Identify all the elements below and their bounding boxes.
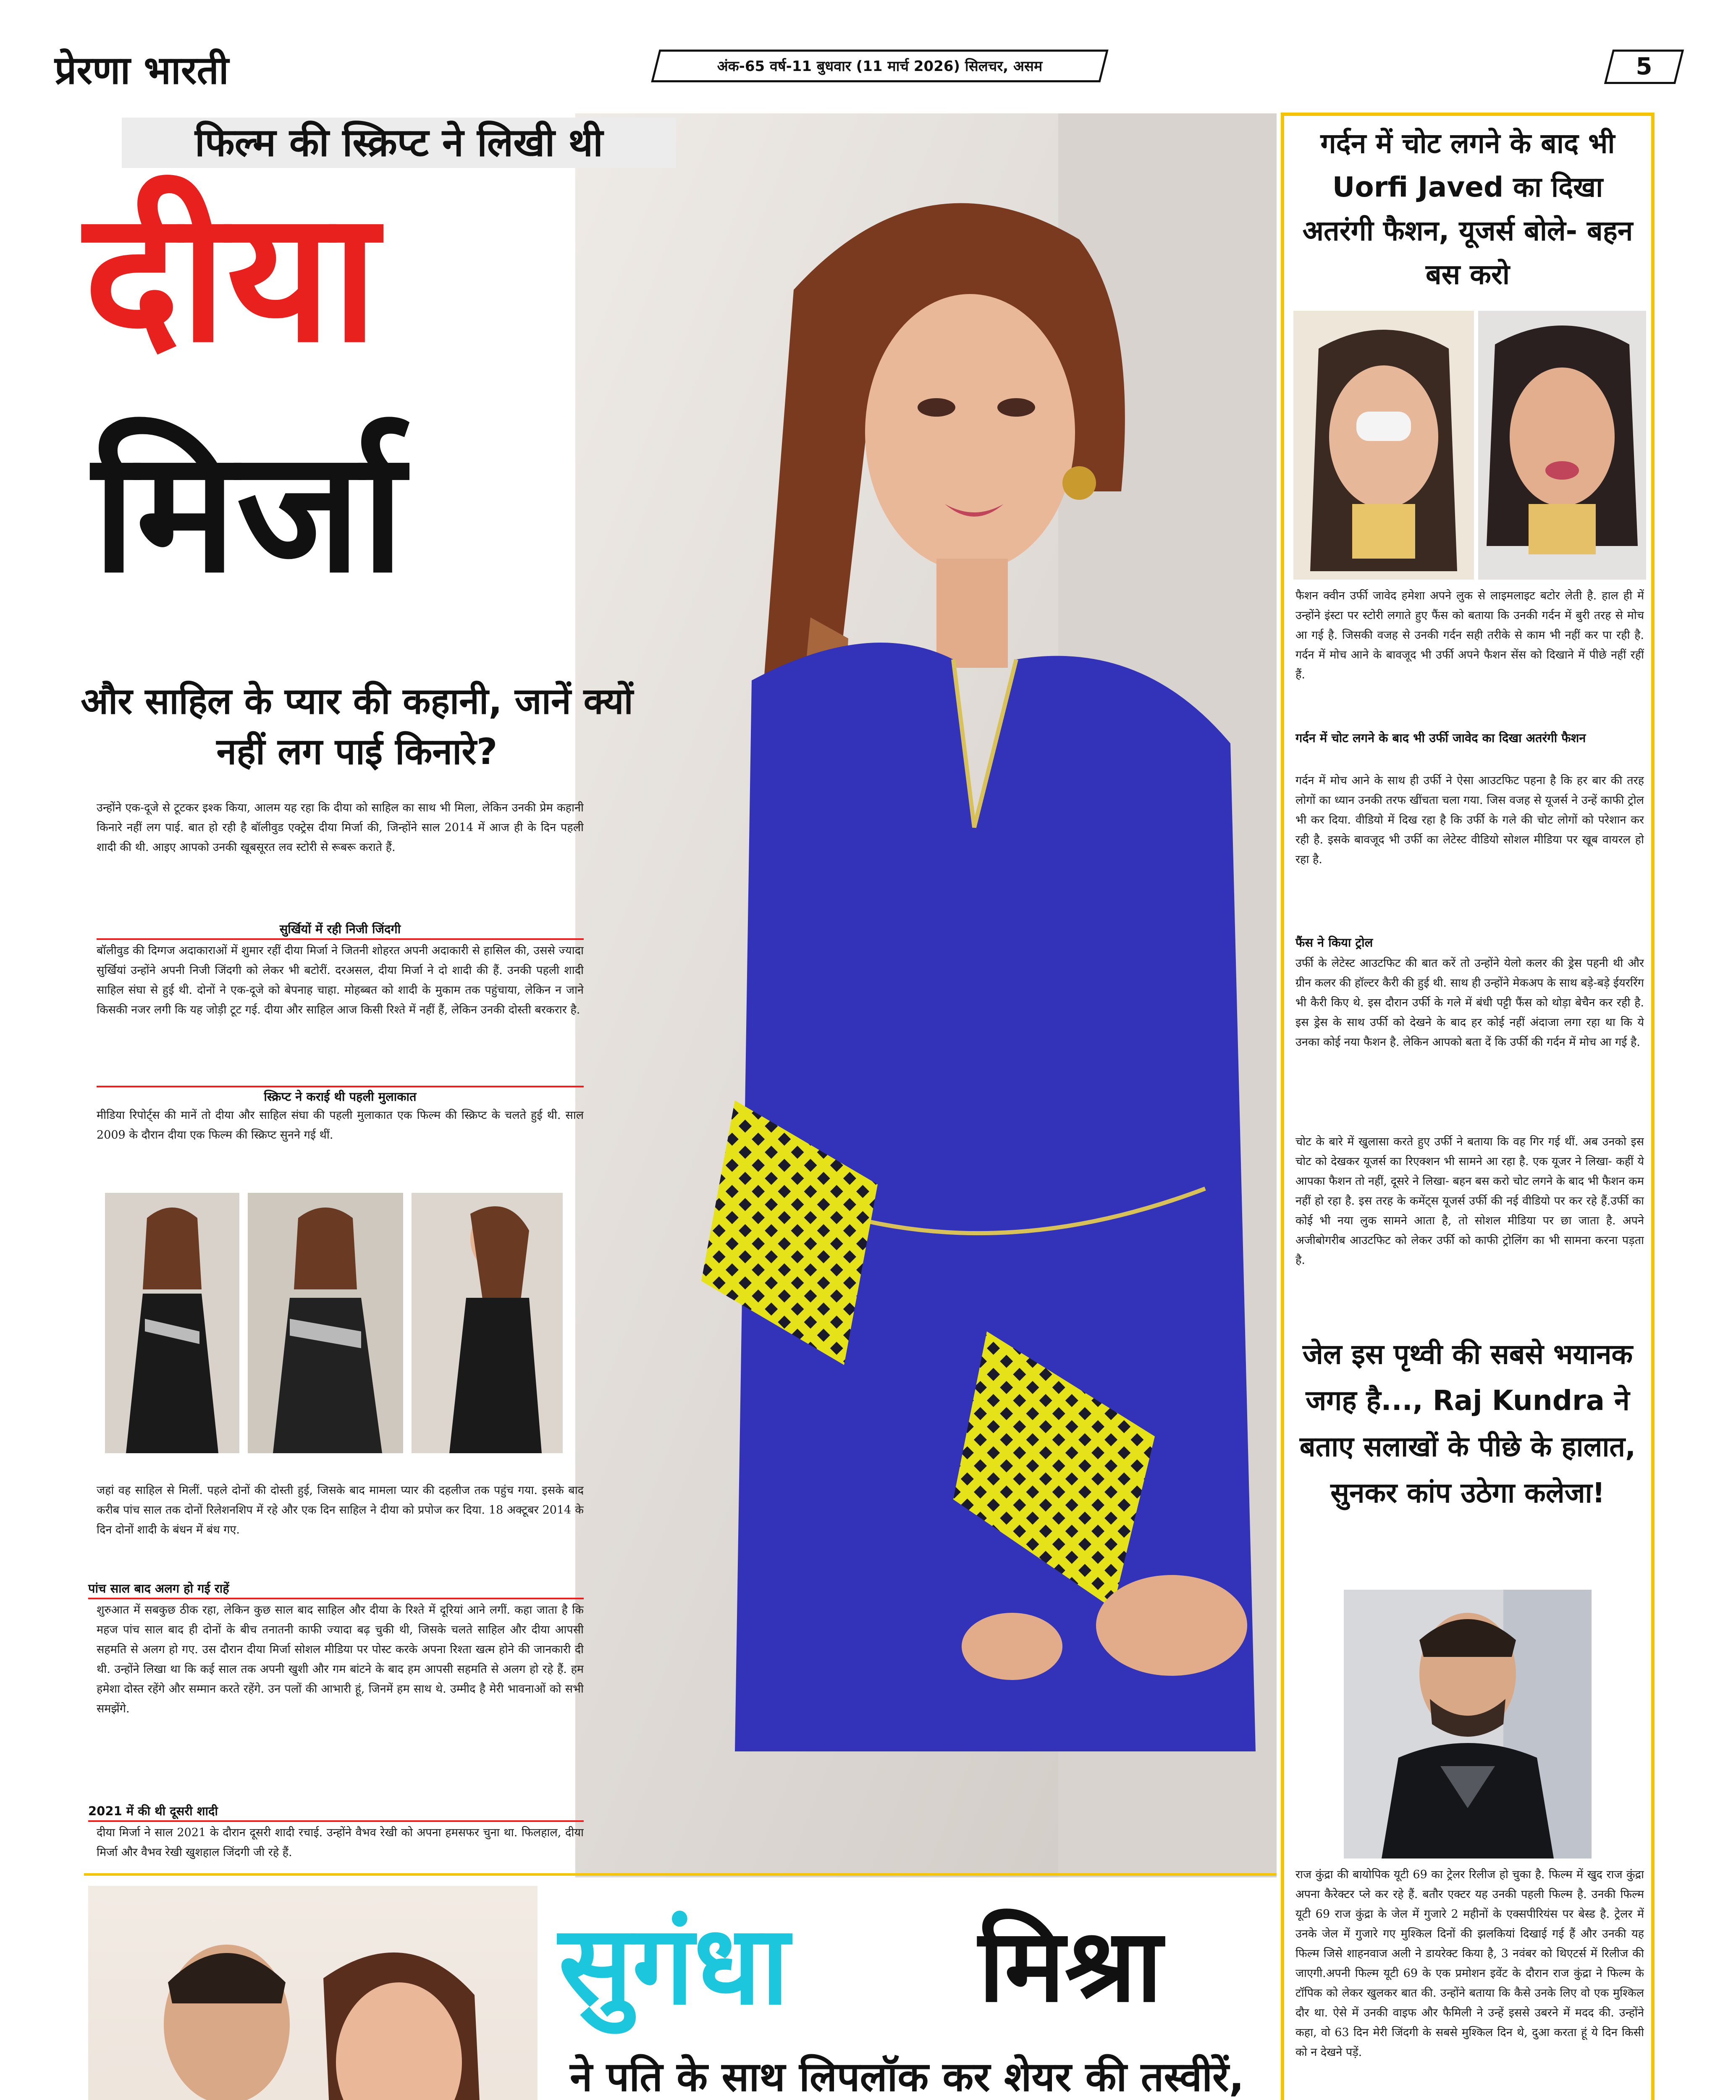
sugandha-couple-photo: [88, 1886, 538, 2100]
sugandha-title-part2: मिश्रा: [978, 1907, 1162, 2024]
sugandha-deck: ने पति के साथ लिपलॉक कर शेयर की तस्वीरें,: [570, 2053, 1244, 2100]
uorfi-photo-2: [1478, 311, 1646, 580]
dateline: अंक-65 वर्ष-11 बुधवार (11 मार्च 2026) सिलचर, असम: [717, 58, 1043, 75]
dia-gown-photo-3: [412, 1193, 563, 1453]
uorfi-headline: गर्दन में चोट लगने के बाद भी Uorfi Javed का दिखा अतरंगी फैशन, यूजर्स बोले- बहन बस करो: [1302, 127, 1633, 291]
lead-para3: जहां वह साहिल से मिलीं. पहले दोनों की दोस्ती हुई, जिसके बाद मामला प्यार की दहलीज तक पहुंच गया. इसके बाद करीब पांच साल तक दोनों रिलेशनशिप में रहे और एक दिन साहिल ने दीया को प्रपोज कर दिया. 18 अक्टूबर 2014 के दिन दोनों शादी के बंधन में बंध गए.: [97, 1484, 584, 1536]
dia-mirza-photo: [575, 113, 1277, 1877]
uorfi-sub1: गर्दन में चोट लगने के बाद भी उर्फी जावेद का दिखा अतरंगी फैशन: [1295, 731, 1586, 745]
lead-title-line2: मिर्जा: [92, 415, 405, 610]
dia-mirza-illustration: [575, 113, 1277, 1877]
lead-deck: और साहिल के प्यार की कहानी, जानें क्यों नहीं लग पाई किनारे?: [81, 680, 633, 773]
dia-gown-photo-1: [105, 1193, 239, 1453]
lead-sub4: 2021 में की थी दूसरी शादी: [88, 1802, 584, 1822]
dia-gown-photo-2: [248, 1193, 403, 1453]
raj-headline: जेल इस पृथ्वी की सबसे भयानक जगह है..., Raj Kundra ने बताए सलाखों के पीछे के हालात, सुनकर कांप उठेगा कलेजा!: [1299, 1338, 1636, 1509]
lead-title-line1: दीया: [84, 172, 378, 382]
paper-name: प्रेरणा भारती: [55, 47, 229, 93]
page-number: 5: [1636, 53, 1652, 80]
lead-sub3: पांच साल बाद अलग हो गई राहें: [88, 1579, 584, 1599]
uorfi-para3: उर्फी के लेटेस्ट आउटफिट की बात करें तो उन्होंने येलो कलर की ड्रेस पहनी थी और ग्रीन कलर की हॉल्टर कैरी की हुई थी. साथ ही उन्होंने मेकअप के साथ बड़े-बड़े ईयररिंग भी कैरी किए थे. इस दौरान उर्फी के गले में बंधी पट्टी फैंस को थोड़ा बेचैन कर रही है. इस ड्रेस के साथ उर्फी को देखने के बाद हर कोई नहीं अंदाजा लगा रहा था कि ये उनका कोई नया फैशन है. लेकिन आपको बता दें कि उर्फी की गर्दन में मोच आ गई है.: [1295, 957, 1644, 1049]
lead-para1: बॉलीवुड की दिग्गज अदाकाराओं में शुमार रहीं दीया मिर्जा ने जितनी शोहरत अपनी अदाकारी से हासिल की, उससे ज्यादा सुर्खियां उन्होंने अपनी निजी जिंदगी को लेकर भी बटोरीं. दरअसल, दीया मिर्जा ने दो शादी की हैं. उनकी पहली शादी साहिल संघा से हुई थी. दोनों ने एक-दूजे को बेपनाह चाहा. मोहब्बत को शादी के मुकाम तक पहुंचाया, लेकिन न जाने किसकी नजर लगी कि यह जोड़ी टूट गई. दीया और साहिल आज किसी रिश्ते में नहीं हैं, लेकिन उनकी दोस्ती बरकरार है.: [97, 944, 584, 1016]
lead-intro: उन्होंने एक-दूजे से टूटकर इश्क किया, आलम यह रहा कि दीया को साहिल का साथ भी मिला, लेकिन उनकी प्रेम कहानी किनारे नहीं लग पाई. बात हो रही है बॉलीवुड एक्ट्रेस दीया मिर्जा की, जिन्होंने साल 2014 में आज ही के दिन पहली शादी की थी. आइए आपको उनकी खूबसूरत लव स्टोरी से रूबरू कराते हैं.: [97, 801, 584, 854]
raj-kundra-photo: [1344, 1590, 1592, 1858]
lead-para2: मीडिया रिपोर्ट्स की मानें तो दीया और साहिल संघा की पहली मुलाकात एक फिल्म की स्क्रिप्ट के चलते हुई थी. साल 2009 के दौरान दीया एक फिल्म की स्क्रिप्ट सुनने गई थीं.: [97, 1109, 584, 1142]
sugandha-title-part1: सुगंधा: [559, 1902, 789, 2029]
masthead: [0, 0, 1736, 97]
uorfi-para1: फैशन क्वीन उर्फी जावेद हमेशा अपने लुक से लाइमलाइट बटोर लेती है. हाल ही में उन्होंने इंस्टा पर स्टोरी लगाते हुए फैंस को बताया कि उनकी गर्दन में बुरी तरह से मोच आ गई है. जिसकी वजह से उनकी गर्दन सही तरीके से काम भी नहीं कर पा रही है. गर्दन में मोच आने के बावजूद भी उर्फी अपने फैशन सेंस को दिखाने में पीछे नहीं रहीं हैं.: [1295, 589, 1644, 681]
uorfi-para2: गर्दन में मोच आने के साथ ही उर्फी ने ऐसा आउटफिट पहना है कि हर बार की तरह लोगों का ध्यान उनकी तरफ खींचता चला गया. जिस वजह से यूजर्स ने उन्हें काफी ट्रोल भी कर दिया. वीडियो में दिख रहा है कि उर्फी के गले की चोट लोगों को परेशान कर रही है. इसके बावजूद भी उर्फी का लेटेस्ट वीडियो सोशल मीडिया पर खूब वायरल हो रहा है.: [1295, 774, 1644, 866]
uorfi-photo-1: [1293, 311, 1474, 580]
lead-para5: दीया मिर्जा ने साल 2021 के दौरान दूसरी शादी रचाई. उन्होंने वैभव रेखी को अपना हमसफर चुना था. फिलहाल, दीया मिर्जा और वैभव रेखी खुशहाल जिंदगी जी रहे हैं.: [97, 1826, 584, 1859]
lead-sub1: सुर्खियों में रही निजी जिंदगी: [97, 920, 584, 940]
lead-kicker: फिल्म की स्क्रिप्ट ने लिखी थी: [122, 118, 676, 168]
lead-sub2: स्क्रिप्ट ने कराई थी पहली मुलाकात: [97, 1086, 584, 1106]
uorfi-sub2: फैंस ने किया ट्रोल: [1295, 935, 1373, 950]
lead-para4: शुरुआत में सबकुछ ठीक रहा, लेकिन कुछ साल बाद साहिल और दीया के रिश्ते में दूरियां आने लगीं. कहा जाता है कि महज पांच साल बाद ही दोनों के बीच तनातनी काफी ज्यादा बढ़ चुकी थी, जिसके चलते साहिल और दीया आपसी सहमति से अलग हो गए. उस दौरान दीया मिर्जा सोशल मीडिया पर पोस्ट करके अपना रिश्ता खत्म होने की जानकारी दी थी. उन्होंने लिखा था कि कई साल तक अपनी खुशी और गम बांटने के बाद हम आपसी सहमति से अलग हो रहे हैं. हम हमेशा दोस्त रहेंगे और सम्मान करते रहेंगे. उन पलों की आभारी हूं, जिनमें हम साथ थे. उम्मीद है मेरी भावनाओं को सभी समझेंगे.: [97, 1604, 584, 1715]
section-divider: [84, 1873, 1277, 1876]
raj-para1: राज कुंद्रा की बायोपिक यूटी 69 का ट्रेलर रिलीज हो चुका है. फिल्म में खुद राज कुंद्रा अपना कैरेक्टर प्ले कर रहे हैं. बतौर एक्टर यह उनकी पहली फिल्म है. उनकी फिल्म यूटी 69 राज कुंद्रा के जेल में गुजारे 2 महीनों के एक्सपीरियंस पर बेस्ड है. ट्रेलर में उनके जेल में गुजारे गए मुश्किल दिनों की झलकियां दिखाई गई हैं और उनकी यह फिल्म जिसे शाहनवाज अली ने डायरेक्ट किया है, 3 नवंबर को थिएटर्स में रिलीज की जाएगी.अपनी फिल्म यूटी 69 के एक प्रमोशन इवेंट के दौरान राज कुंद्रा ने फिल्म के टॉपिक को लेकर खुलकर बात की. उन्होंने बताया कि कैसे उनके लिए वो एक मुश्किल दौर था. ऐसे में उनकी वाइफ और फैमिली ने उन्हें इससे उबरने में मदद की. उन्होंने कहा, वो 63 दिन मेरी जिंदगी के सबसे मुश्किल दिन थे, दुआ करता हूं ये दिन किसी को न देखने पड़ें.: [1295, 1868, 1644, 2059]
uorfi-para4: चोट के बारे में खुलासा करते हुए उर्फी ने बताया कि वह गिर गई थीं. अब उनको इस चोट को देखकर यूजर्स का रिएक्शन भी सामने आ रहा है. एक यूजर ने लिखा- कहीं ये आपका फैशन तो नहीं, दूसरे ने लिखा- बहन बस करो चोट लगने के बाद भी फैशन कम नहीं हो रहा है. इस तरह के कमेंट्स यूजर्स उर्फी की नई वीडियो पर कर रहे हैं.उर्फी का कोई भी नया लुक सामने आता है, तो सोशल मीडिया पर छा जाता है. अपने अजीबोगरीब आउटफिट को लेकर उर्फी को काफी ट्रोलिंग का भी सामना करना पड़ता है.: [1295, 1135, 1644, 1267]
